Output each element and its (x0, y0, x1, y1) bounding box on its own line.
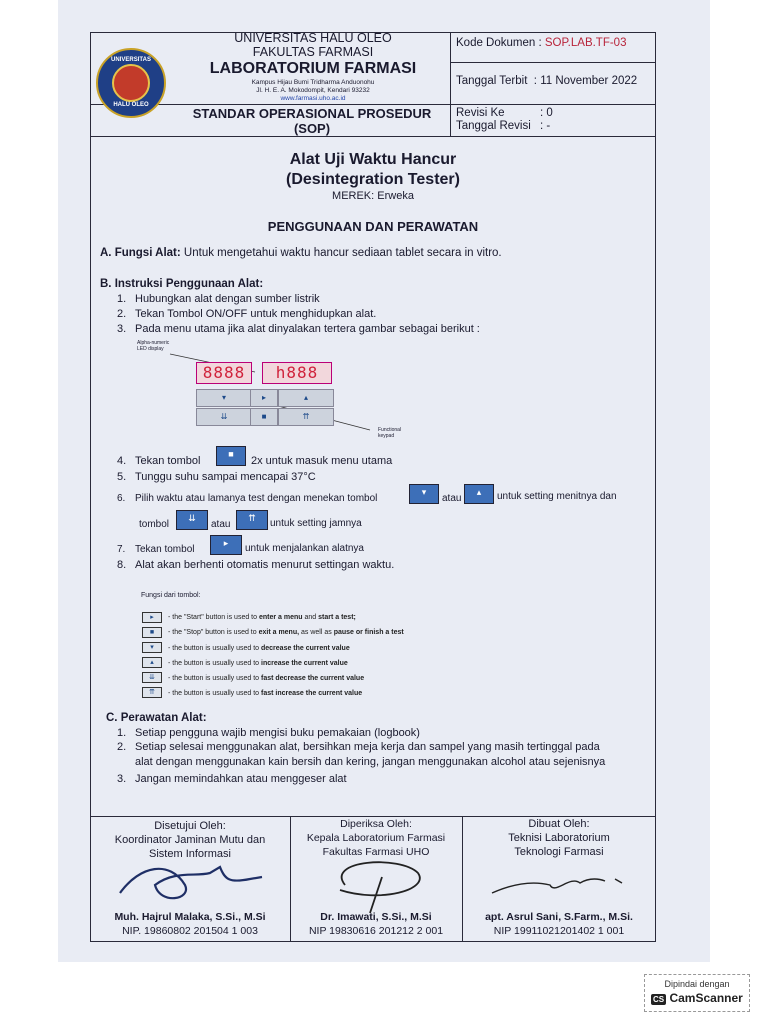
approver-nip: NIP. 19860802 201504 1 003 (122, 925, 258, 937)
section-a-head: A. Fungsi Alat: (100, 247, 181, 259)
legend-start-text: - the "Start" button is used to enter a menu and start a test; (168, 614, 356, 621)
section-c-head: C. Perawatan Alat: (106, 712, 207, 724)
legend-up-text: - the button is usually used to increase the current value (168, 660, 348, 667)
keypad-down-icon[interactable]: ▾ (196, 389, 252, 407)
tglrev-value: - (546, 120, 551, 132)
website: www.farmasi.uho.ac.id (280, 95, 346, 102)
instruction-4-rest: 2x untuk masuk menu utama (251, 455, 393, 467)
care-2-cont: alat dengan menggunakan kain bersih dan kering, jangan menggunakan alcohol atau sejenisnya (135, 756, 606, 768)
section-a (100, 247, 502, 259)
instruction-4: 4. Tekan tombol (117, 455, 201, 467)
doc-brand: MEREK: Erweka (332, 190, 414, 202)
revisi-value: 0 (546, 107, 553, 119)
instruction-7: 7. Tekan tombol (117, 544, 195, 555)
camscanner-watermark (644, 974, 750, 1012)
keypad-stop-icon[interactable]: ■ (250, 408, 278, 426)
legend-fastup-text: - the button is usually used to fast increase the current value (168, 690, 363, 697)
header-divider-2 (90, 136, 656, 137)
legend-stop-text: - the "Stop" button is used to exit a menu, as well as pause or finish a test (168, 629, 404, 636)
instruction-3: 3. Pada menu utama jika alat dinyalakan tertera gambar sebagai berikut : (117, 323, 480, 335)
instruction-6-tombol: tombol (139, 519, 170, 530)
care-3: 3. Jangan memindahkan atau menggeser alat (117, 773, 347, 785)
camscanner-brand: CamScanner (669, 991, 743, 1005)
care-2: 2. Setiap selesai menggunakan alat, bersihkan meja kerja dan sampel yang masih tertinggal pada (117, 741, 600, 753)
header-divider-1 (90, 104, 656, 105)
keypad-label: Functional keypad (378, 427, 402, 439)
watermark-text: Dipindai dengan (664, 979, 730, 989)
doc-title: Alat Uji Waktu Hancur (289, 151, 457, 168)
sop-title: STANDAR OPERASIONAL PROSEDUR (192, 106, 432, 121)
address-line-1: Kampus Hijau Bumi Tridharma Anduonohu (251, 79, 375, 86)
tglrev-label: Tanggal Revisi (456, 120, 531, 132)
instruction-6-jam: untuk setting jamnya (270, 518, 362, 529)
handwritten-signatures (100, 855, 660, 915)
kode-dokumen: Kode Dokumen : SOP.LAB.TF-03 (456, 37, 627, 49)
kode-label: Kode Dokumen (456, 37, 536, 49)
legend-down-text: - the button is usually used to decrease the current value (168, 645, 350, 652)
legend-start-icon: ▸ (142, 612, 162, 623)
instruction-7-rest: untuk menjalankan alatnya (245, 543, 364, 554)
signature-reviewer: Diperiksa Oleh: Kepala Laboratorium Farmasi Fakultas Farmasi UHO (306, 818, 446, 858)
logo-bottom-text: HALU OLEO (113, 102, 149, 108)
led-display-right: h888 (262, 362, 332, 384)
signature-author: Dibuat Oleh: Teknisi Laboratorium Teknologi Farmasi (508, 818, 610, 858)
author-name: apt. Asrul Sani, S.Farm., M.Si. (485, 911, 633, 923)
revisi-label: Revisi Ke (456, 107, 505, 119)
logo-top-text: UNIVERSITAS (111, 57, 151, 63)
faculty-name: FAKULTAS FARMASI (252, 45, 374, 59)
down-button-icon[interactable]: ▾ (409, 484, 439, 504)
revisi-ke: Revisi Ke : 0 (456, 107, 553, 119)
reviewer-name: Dr. Imawati, S.Si., M.Si (320, 911, 432, 923)
up-button-icon[interactable]: ▴ (464, 484, 494, 504)
camscanner-logo-icon: CS (653, 995, 665, 1004)
instruction-2: 2. Tekan Tombol ON/OFF untuk menghidupkan alat. (117, 308, 377, 320)
stop-button-icon[interactable]: ■ (216, 446, 246, 466)
tanggal-terbit: Tanggal Terbit : 11 November 2022 (456, 75, 638, 87)
reviewer-nip: NIP 19830616 201212 2 001 (308, 925, 444, 937)
university-name: UNIVERSITAS HALU OLEO (234, 31, 392, 45)
kode-value: SOP.LAB.TF-03 (544, 37, 627, 49)
legend-up-icon: ▴ (142, 657, 162, 668)
instruction-6-atau-2: atau (211, 519, 231, 530)
legend-stop-icon: ■ (142, 627, 162, 638)
care-1: 1. Setiap pengguna wajib mengisi buku pemakaian (logbook) (117, 727, 420, 739)
led-display-label: Alpha-numeric LED display (137, 340, 170, 352)
signature-approver: Disetujui Oleh: Koordinator Jaminan Mutu dan Sistem Informasi (114, 820, 266, 860)
lab-name: LABORATORIUM FARMASI (209, 60, 417, 77)
tanggal-revisi: Tanggal Revisi : - (456, 120, 551, 132)
section-a-text: Untuk mengetahui waktu hancur sediaan tablet secara in vitro. (183, 247, 502, 259)
instruction-6-atau: atau (442, 493, 462, 504)
terbit-label: Tanggal Terbit (456, 75, 528, 87)
led-display-left: 8888 (196, 362, 252, 384)
fast-down-button-icon[interactable]: ⇊ (176, 510, 208, 530)
start-button-icon[interactable]: ▸ (210, 535, 242, 555)
instruction-5: 5. Tunggu suhu sampai mencapai 37°C (117, 471, 316, 483)
instruction-1: 1. Hubungkan alat dengan sumber listrik (117, 293, 320, 305)
fungsi-head: Fungsi dari tombol: (141, 592, 201, 599)
terbit-value: 11 November 2022 (540, 75, 638, 87)
keypad-start-icon[interactable]: ▸ (250, 389, 278, 407)
legend-fastdown-text: - the button is usually used to fast decrease the current value (168, 675, 365, 682)
legend-fastdown-icon: ⇊ (142, 672, 162, 683)
address-line-2: Jl. H. E. A. Mokodompit, Kendari 93232 (256, 87, 370, 94)
fast-up-button-icon[interactable]: ⇈ (236, 510, 268, 530)
section-heading: PENGGUNAAN DAN PERAWATAN (267, 219, 479, 234)
legend-down-icon: ▾ (142, 642, 162, 653)
legend-fastup-icon: ⇈ (142, 687, 162, 698)
approver-name: Muh. Hajrul Malaka, S.Si., M.Si (114, 911, 266, 923)
university-logo (96, 48, 166, 118)
instruction-8: 8. Alat akan berhenti otomatis menurut settingan waktu. (117, 559, 395, 571)
instruction-6: 6. Pilih waktu atau lamanya test dengan menekan tombol (117, 493, 378, 504)
keypad-fastdown-icon[interactable]: ⇊ (196, 408, 252, 426)
logo-emblem-icon (112, 64, 150, 102)
instruction-6-menit: untuk setting menitnya dan (497, 491, 617, 502)
header-divider-3 (450, 62, 656, 63)
doc-subtitle: (Desintegration Tester) (286, 171, 460, 188)
section-b-head: B. Instruksi Penggunaan Alat: (100, 278, 264, 290)
author-nip: NIP 19911021201402 1 001 (493, 925, 625, 937)
header-vdivider (450, 32, 451, 136)
keypad-fastup-icon[interactable]: ⇈ (278, 408, 334, 426)
keypad-up-icon[interactable]: ▴ (278, 389, 334, 407)
sop-subtitle: (SOP) (293, 121, 331, 136)
